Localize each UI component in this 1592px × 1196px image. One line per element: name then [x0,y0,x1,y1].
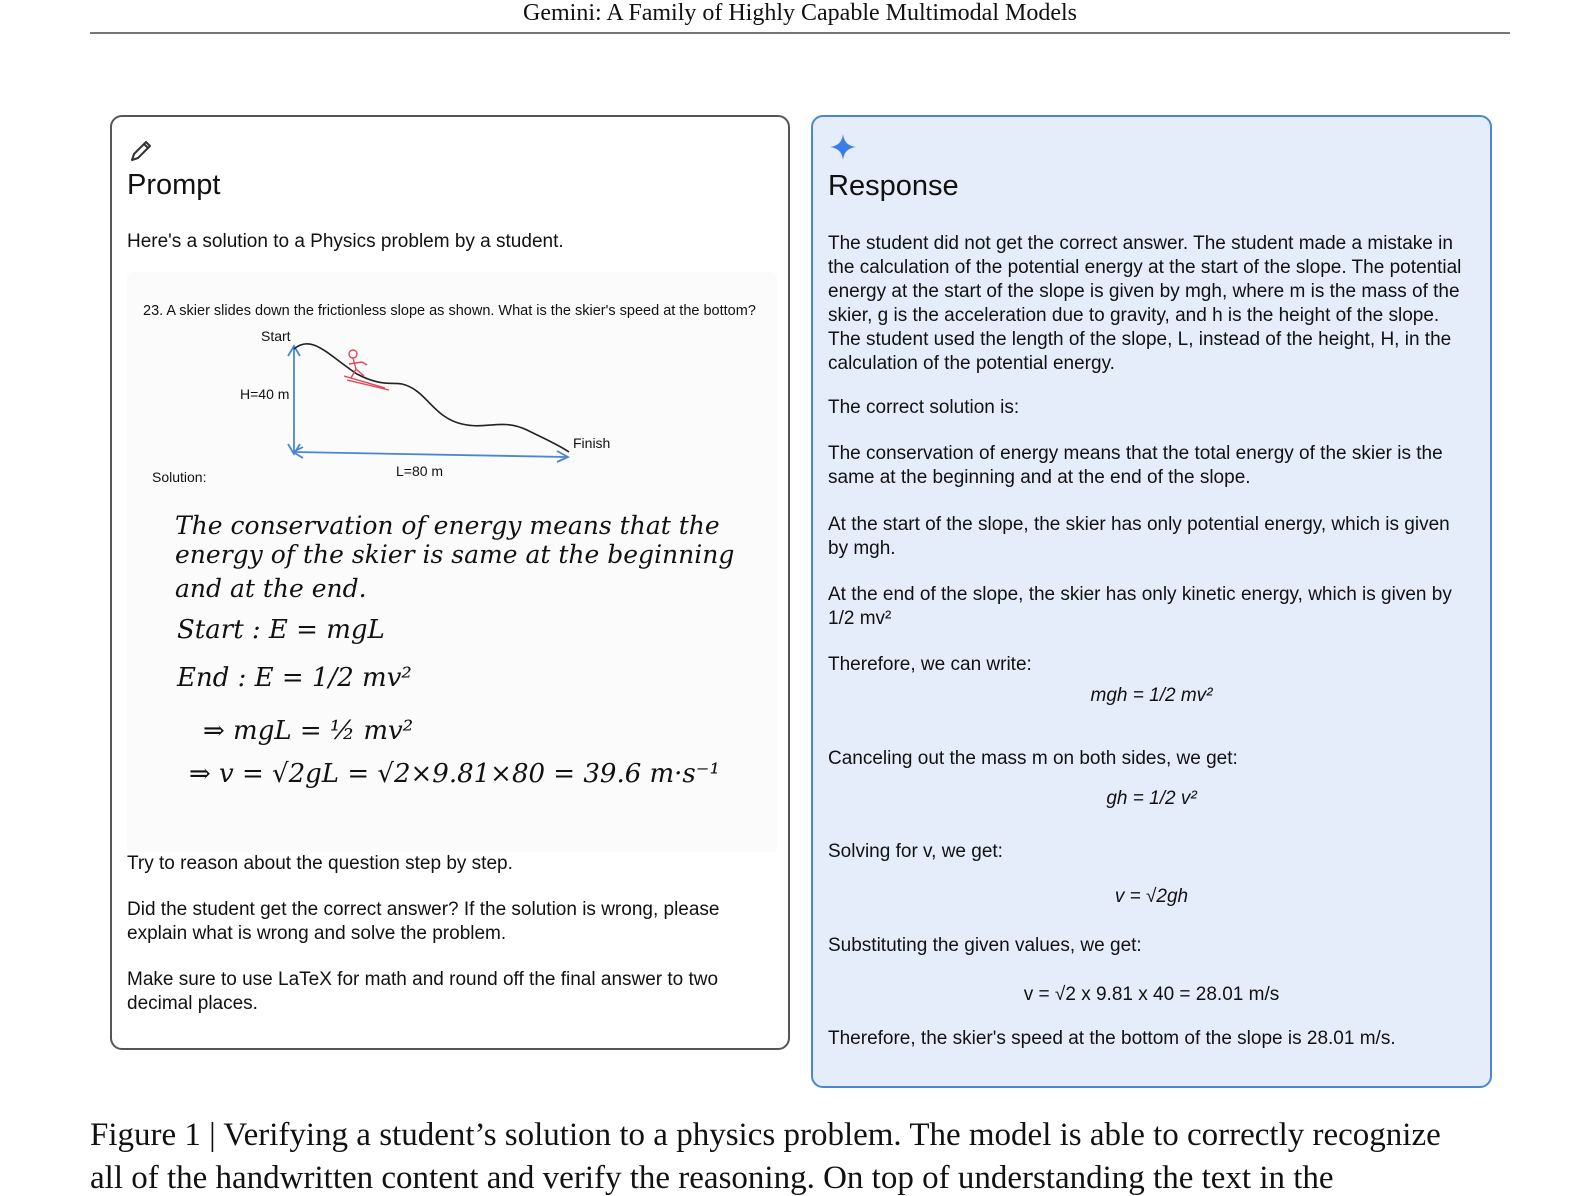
equation-cancel: gh = 1/2 v² [1106,788,1197,809]
pencil-icon [127,137,155,165]
handwritten-line: ⇒ v = √2gL = √2×9.81×80 = 39.6 m·s⁻¹ [189,759,720,789]
handwritten-line: energy of the skier is same at the beginning [175,540,735,569]
handwritten-line: ⇒ mgL = ½ mv² [203,716,414,746]
running-header [90,0,1510,34]
physics-problem-drawing [127,272,777,852]
slope-curve [294,344,569,452]
student-solution-image [127,272,777,852]
equation-energy: mgh = 1/2 mv² [1090,685,1213,706]
label-length: L=80 m [396,463,444,479]
figure-caption: Figure 1 | Verifying a student’s solution to a physics problem. The model is able to correctly recognize [90,1117,1441,1153]
handwritten-line: Start : E = mgL [177,615,385,645]
figure-caption-continued: all of the handwritten content and verify the reasoning. On top of understanding the text in the [90,1160,1334,1196]
instruction-latex: Make sure to use LaTeX for math and round off the final answer to two decimal places. [127,969,719,1014]
instruction-step: Try to reason about the question step by step. [127,853,513,874]
running-header-title: Gemini: A Family of Highly Capable Multimodal Models [523,0,1077,26]
prompt-panel [110,115,790,1050]
handwritten-line: The conservation of energy means that the [175,511,720,540]
response-para-solve: Solving for v, we get: [828,841,1003,862]
handwritten-solution [175,511,734,789]
label-start: Start [261,328,291,344]
handwritten-line: and at the end. [175,574,367,603]
response-para-substitute: Substituting the given values, we get: [828,935,1142,956]
label-height: H=40 m [240,386,290,402]
response-para-cancel: Canceling out the mass m on both sides, we get: [828,748,1238,769]
length-arrow [294,452,567,457]
response-para-conservation: The conservation of energy means that the total energy of the skier is the same at the beginning and at the end of the slope. [828,443,1443,488]
response-para-correct: The correct solution is: [828,397,1020,418]
sparkle-icon [829,133,857,161]
label-finish: Finish [573,435,611,451]
prompt-intro: Here's a solution to a Physics problem by a student. [127,231,564,252]
response-para-answer: Therefore, the skier's speed at the bottom of the slope is 28.01 m/s. [828,1028,1396,1049]
response-title: Response [828,170,959,202]
response-panel [811,115,1492,1088]
label-solution: Solution: [152,469,207,485]
prompt-title: Prompt [127,169,221,201]
problem-question: 23. A skier slides down the frictionless slope as shown. What is the skier's speed at the bottom? [143,303,756,319]
instruction-check: Did the student get the correct answer? If the solution is wrong, please explain what is wrong and solve the problem. [127,899,720,944]
handwritten-line: End : E = 1/2 mv² [177,663,412,693]
equation-numeric: v = √2 x 9.81 x 40 = 28.01 m/s [1023,984,1280,1005]
equation-velocity: v = √2gh [1114,886,1189,907]
response-para-potential: At the start of the slope, the skier has only potential energy, which is given by mgh. [828,514,1450,559]
slope-diagram [288,344,569,462]
response-para-kinetic: At the end of the slope, the skier has only kinetic energy, which is given by 1/2 mv² [828,584,1452,629]
response-para-diagnosis: The student did not get the correct answer. The student made a mistake in the calculation of the potential energy at the start of the slope. The potential energy at the start of the slope is given by mgh, where m is the mass of the skier, g is the acceleration due to gravity, and h is the height of the slope. The student used the length of the slope, L, instead of the height, H, in the calculation of the potential energy. [828,233,1462,374]
response-para-write: Therefore, we can write: [828,654,1032,675]
